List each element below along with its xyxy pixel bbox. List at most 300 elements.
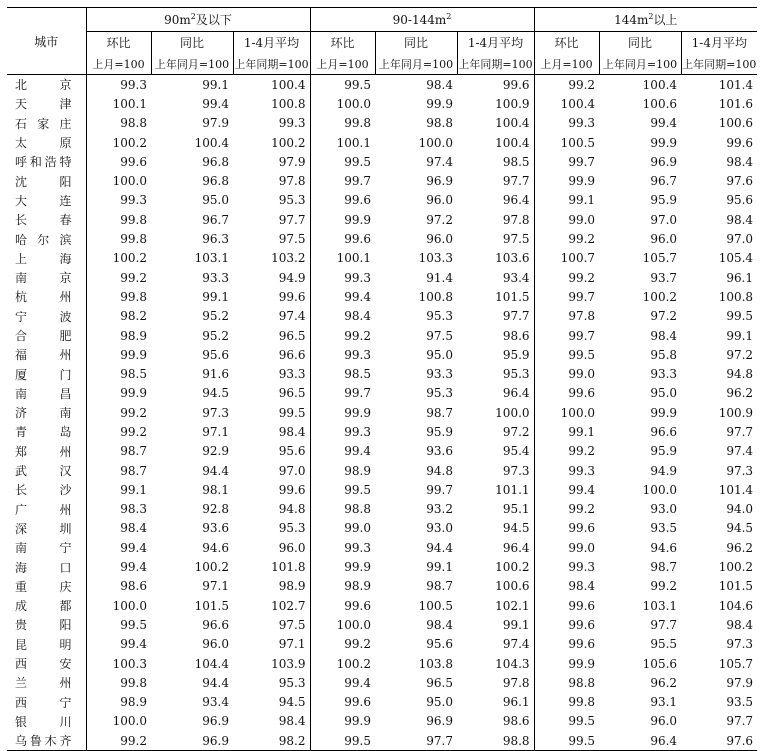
value-cell: 98.4 xyxy=(120,521,147,536)
value-cell: 99.3 xyxy=(233,114,310,133)
table-row xyxy=(7,152,757,171)
value-cell: 96.2 xyxy=(650,675,678,690)
value-cell: 99.2 xyxy=(568,444,596,459)
value-cell: 93.0 xyxy=(650,502,678,517)
value-cell: 95.9 xyxy=(457,345,534,364)
value-cell: 95.5 xyxy=(650,637,678,652)
value-cell: 96.1 xyxy=(726,270,754,285)
value-cell: 99.2 xyxy=(86,731,151,751)
value-cell: 93.3 xyxy=(202,270,229,285)
value-cell: 96.7 xyxy=(202,212,229,227)
value-cell: 97.7 xyxy=(726,424,754,439)
value-cell: 95.0 xyxy=(202,193,229,208)
value-cell: 99.2 xyxy=(650,579,678,594)
value-cell: 99.0 xyxy=(568,367,596,382)
value-cell: 97.7 xyxy=(457,307,534,326)
value-cell: 100.0 xyxy=(112,598,147,613)
value-cell: 94.4 xyxy=(202,675,229,690)
value-cell: 103.9 xyxy=(233,654,310,673)
value-cell: 97.3 xyxy=(726,463,754,478)
value-cell: 95.8 xyxy=(650,347,678,362)
value-cell: 94.5 xyxy=(233,693,310,712)
value-cell: 98.7 xyxy=(426,579,453,594)
value-cell: 96.3 xyxy=(202,232,229,247)
sub-header-avg: 1-4月平均 xyxy=(691,36,747,50)
value-cell: 99.2 xyxy=(120,270,147,285)
value-cell: 99.4 xyxy=(344,444,371,459)
value-cell: 99.0 xyxy=(344,521,371,536)
city-name: 银川 xyxy=(7,712,86,731)
value-cell: 94.6 xyxy=(202,540,229,555)
city-name: 贵阳 xyxy=(7,615,86,634)
value-cell: 94.6 xyxy=(650,540,678,555)
value-cell: 95.0 xyxy=(426,695,453,710)
value-cell: 99.3 xyxy=(120,193,147,208)
value-cell: 93.7 xyxy=(650,270,678,285)
value-cell: 94.0 xyxy=(726,502,754,517)
value-cell: 105.4 xyxy=(718,251,754,266)
value-cell: 101.8 xyxy=(233,557,310,576)
value-cell: 95.6 xyxy=(426,637,453,652)
value-cell: 100.0 xyxy=(336,617,371,632)
value-cell: 99.1 xyxy=(726,328,754,343)
value-cell: 99.3 xyxy=(120,77,147,92)
value-cell: 98.8 xyxy=(426,116,453,131)
table-row xyxy=(7,596,757,615)
value-cell: 96.0 xyxy=(202,637,229,652)
city-name: 合肥 xyxy=(7,326,86,345)
price-index-table xyxy=(7,7,757,751)
city-name: 昆明 xyxy=(7,635,86,654)
table-row xyxy=(7,114,757,133)
value-cell: 97.4 xyxy=(457,635,534,654)
table-row xyxy=(7,229,757,248)
city-name: 北京 xyxy=(7,75,86,95)
table-row xyxy=(7,210,757,229)
value-cell: 91.4 xyxy=(426,270,453,285)
value-cell: 99.3 xyxy=(344,270,371,285)
city-name: 哈尔滨 xyxy=(7,229,86,248)
value-cell: 100.2 xyxy=(642,289,678,304)
value-cell: 103.2 xyxy=(233,249,310,268)
value-cell: 95.9 xyxy=(650,444,678,459)
value-cell: 98.8 xyxy=(568,675,596,690)
value-cell: 99.8 xyxy=(568,695,596,710)
value-cell: 100.2 xyxy=(112,135,147,150)
value-cell: 97.7 xyxy=(457,171,534,190)
value-cell: 98.4 xyxy=(650,328,678,343)
value-cell: 97.4 xyxy=(426,154,453,169)
value-cell: 98.4 xyxy=(344,309,371,324)
value-cell: 93.0 xyxy=(426,521,453,536)
value-cell: 99.6 xyxy=(568,617,596,632)
sub-header-mom: 环比 xyxy=(86,32,151,54)
table-row xyxy=(7,577,757,596)
value-cell: 99.6 xyxy=(344,598,371,613)
value-cell: 96.1 xyxy=(457,693,534,712)
value-cell: 95.3 xyxy=(233,673,310,692)
table-row xyxy=(7,693,757,712)
value-cell: 100.9 xyxy=(718,405,754,420)
value-cell: 96.4 xyxy=(457,384,534,403)
value-cell: 97.5 xyxy=(457,229,534,248)
value-cell: 100.1 xyxy=(336,251,371,266)
sub-header-avg: 1-4月平均 xyxy=(457,32,534,54)
value-cell: 98.7 xyxy=(650,560,678,575)
table-row xyxy=(7,326,757,345)
value-cell: 100.1 xyxy=(336,135,371,150)
value-cell: 100.4 xyxy=(233,75,310,95)
value-cell: 93.4 xyxy=(457,268,534,287)
table-row xyxy=(7,287,757,306)
value-cell: 97.3 xyxy=(457,461,534,480)
value-cell: 99.2 xyxy=(568,77,596,92)
group-header-medium: $90-144m^2$ xyxy=(310,8,534,32)
value-cell: 99.5 xyxy=(344,154,371,169)
value-cell: 102.7 xyxy=(233,596,310,615)
city-name: 西宁 xyxy=(7,693,86,712)
value-cell: 98.4 xyxy=(233,712,310,731)
value-cell: 100.5 xyxy=(560,135,596,150)
value-cell: 100.4 xyxy=(457,114,534,133)
value-cell: 99.2 xyxy=(344,328,371,343)
value-cell: 100.6 xyxy=(718,116,754,131)
value-cell: 95.0 xyxy=(650,386,678,401)
city-name: 天津 xyxy=(7,94,86,113)
table-row xyxy=(7,384,757,403)
value-cell: 94.8 xyxy=(233,500,310,519)
value-cell: 100.1 xyxy=(112,96,147,111)
value-cell: 95.3 xyxy=(233,191,310,210)
table-row xyxy=(7,442,757,461)
value-cell: 99.6 xyxy=(726,135,754,150)
value-cell: 97.6 xyxy=(681,731,757,751)
value-cell: 99.6 xyxy=(233,480,310,499)
value-cell: 105.6 xyxy=(642,656,678,671)
value-cell: 100.9 xyxy=(457,94,534,113)
value-cell: 99.1 xyxy=(568,424,596,439)
value-cell: 91.6 xyxy=(202,367,229,382)
value-cell: 99.5 xyxy=(534,731,599,751)
city-name: 西安 xyxy=(7,654,86,673)
city-name: 福州 xyxy=(7,345,86,364)
value-cell: 99.8 xyxy=(344,116,371,131)
value-cell: 98.4 xyxy=(233,422,310,441)
value-cell: 100.4 xyxy=(457,133,534,152)
value-cell: 100.2 xyxy=(194,560,229,575)
value-cell: 99.2 xyxy=(120,405,147,420)
value-cell: 94.5 xyxy=(726,521,754,536)
table-row xyxy=(7,654,757,673)
value-cell: 97.8 xyxy=(457,210,534,229)
value-cell: 105.7 xyxy=(718,656,754,671)
value-cell: 98.9 xyxy=(120,695,147,710)
value-cell: 98.8 xyxy=(344,502,371,517)
value-cell: 97.7 xyxy=(233,210,310,229)
value-cell: 93.3 xyxy=(426,367,453,382)
base-label-yoy: 上年同月=100 xyxy=(375,53,457,75)
value-cell: 97.9 xyxy=(202,116,229,131)
value-cell: 98.5 xyxy=(344,367,371,382)
value-cell: 96.2 xyxy=(726,386,754,401)
table-row xyxy=(7,422,757,441)
value-cell: 100.8 xyxy=(718,289,754,304)
table-body xyxy=(7,75,757,751)
table-row xyxy=(7,500,757,519)
value-cell: 93.4 xyxy=(202,695,229,710)
value-cell: 97.1 xyxy=(202,424,229,439)
value-cell: 99.7 xyxy=(344,386,371,401)
value-cell: 97.5 xyxy=(233,229,310,248)
base-label-mom: 上月=100 xyxy=(534,53,599,75)
value-cell: 94.9 xyxy=(650,463,678,478)
value-cell: 97.5 xyxy=(426,328,453,343)
value-cell: 96.5 xyxy=(426,675,453,690)
group-header-small: $90m^2$及以下 xyxy=(86,8,310,32)
value-cell: 95.9 xyxy=(650,193,678,208)
value-cell: 99.9 xyxy=(120,347,147,362)
value-cell: 99.6 xyxy=(457,75,534,95)
value-cell: 94.4 xyxy=(202,463,229,478)
value-cell: 97.8 xyxy=(457,673,534,692)
city-name: 重庆 xyxy=(7,577,86,596)
value-cell: 102.1 xyxy=(457,596,534,615)
value-cell: 95.6 xyxy=(726,193,754,208)
value-cell: 92.8 xyxy=(202,502,229,517)
value-cell: 100.4 xyxy=(642,77,678,92)
value-cell: 95.6 xyxy=(202,347,229,362)
value-cell: 101.5 xyxy=(457,287,534,306)
value-cell: 93.6 xyxy=(426,444,453,459)
value-cell: 96.2 xyxy=(726,540,754,555)
city-name: 南昌 xyxy=(7,384,86,403)
value-cell: 99.2 xyxy=(568,270,596,285)
city-name: 呼和浩特 xyxy=(7,152,86,171)
value-cell: 99.5 xyxy=(726,309,754,324)
value-cell: 98.9 xyxy=(344,463,371,478)
value-cell: 96.4 xyxy=(599,731,681,751)
value-cell: 96.5 xyxy=(233,384,310,403)
sub-header-mom: 环比 xyxy=(310,32,375,54)
value-cell: 104.3 xyxy=(457,654,534,673)
value-cell: 97.0 xyxy=(233,461,310,480)
value-cell: 97.4 xyxy=(726,444,754,459)
value-cell: 97.2 xyxy=(650,309,678,324)
price-index-table-container xyxy=(7,7,757,751)
value-cell: 97.2 xyxy=(457,422,534,441)
value-cell: 98.9 xyxy=(233,577,310,596)
city-name: 厦门 xyxy=(7,364,86,383)
value-cell: 96.0 xyxy=(650,232,678,247)
value-cell: 99.7 xyxy=(344,174,371,189)
value-cell: 99.0 xyxy=(568,540,596,555)
sub-header-yoy: 同比 xyxy=(375,32,457,54)
value-cell: 100.0 xyxy=(642,482,678,497)
value-cell: 98.9 xyxy=(344,579,371,594)
table-row xyxy=(7,307,757,326)
base-label-mom: 上月=100 xyxy=(86,53,151,75)
value-cell: 99.2 xyxy=(568,232,596,247)
value-cell: 100.2 xyxy=(336,656,371,671)
city-column-header: 城市 xyxy=(7,8,86,75)
value-cell: 99.6 xyxy=(344,193,371,208)
city-name: 兰州 xyxy=(7,673,86,692)
value-cell: 99.5 xyxy=(233,403,310,422)
city-name: 武汉 xyxy=(7,461,86,480)
value-cell: 99.6 xyxy=(233,287,310,306)
group-header-large: $144m^2$以上 xyxy=(534,8,757,32)
city-name: 南京 xyxy=(7,268,86,287)
value-cell: 98.4 xyxy=(568,579,596,594)
value-cell: 98.3 xyxy=(120,502,147,517)
value-cell: 98.4 xyxy=(726,154,754,169)
value-cell: 93.5 xyxy=(726,695,754,710)
value-cell: 99.3 xyxy=(568,463,596,478)
value-cell: 98.6 xyxy=(457,712,534,731)
value-cell: 96.8 xyxy=(202,174,229,189)
value-cell: 96.0 xyxy=(650,714,678,729)
value-cell: 97.7 xyxy=(726,714,754,729)
base-label-yoy: 上年同月=100 xyxy=(151,53,233,75)
table-row xyxy=(7,673,757,692)
base-label-avg: 上年同期=100 xyxy=(233,53,310,75)
value-cell: 96.5 xyxy=(233,326,310,345)
base-label-yoy: 上年同月=100 xyxy=(599,53,681,75)
value-cell: 99.4 xyxy=(120,637,147,652)
value-cell: 97.9 xyxy=(233,152,310,171)
value-cell: 99.4 xyxy=(202,96,229,111)
value-cell: 100.8 xyxy=(233,94,310,113)
value-cell: 99.5 xyxy=(344,482,371,497)
value-cell: 95.2 xyxy=(202,309,229,324)
value-cell: 93.6 xyxy=(202,521,229,536)
value-cell: 99.8 xyxy=(120,675,147,690)
city-name: 沈阳 xyxy=(7,171,86,190)
table-row xyxy=(7,557,757,576)
value-cell: 104.4 xyxy=(194,656,229,671)
value-cell: 103.6 xyxy=(457,249,534,268)
value-cell: 98.9 xyxy=(120,328,147,343)
value-cell: 99.1 xyxy=(202,289,229,304)
value-cell: 99.8 xyxy=(120,232,147,247)
value-cell: 98.4 xyxy=(726,212,754,227)
sub-header-yoy: 同比 xyxy=(599,32,681,54)
value-cell: 100.6 xyxy=(642,96,678,111)
value-cell: 95.9 xyxy=(426,424,453,439)
value-cell: 99.3 xyxy=(568,116,596,131)
value-cell: 99.0 xyxy=(568,212,596,227)
value-cell: 99.9 xyxy=(650,135,678,150)
value-cell: 99.1 xyxy=(426,560,453,575)
table-row xyxy=(7,171,757,190)
value-cell: 99.2 xyxy=(120,424,147,439)
city-name: 长沙 xyxy=(7,480,86,499)
value-cell: 103.8 xyxy=(418,656,453,671)
value-cell: 94.9 xyxy=(233,268,310,287)
value-cell: 99.1 xyxy=(568,193,596,208)
value-cell: 97.7 xyxy=(650,617,678,632)
value-cell: 99.4 xyxy=(120,540,147,555)
value-cell: 96.6 xyxy=(650,424,678,439)
value-cell: 97.2 xyxy=(426,212,453,227)
value-cell: 93.3 xyxy=(233,364,310,383)
value-cell: 97.8 xyxy=(233,171,310,190)
value-cell: 98.2 xyxy=(233,731,310,751)
value-cell: 96.4 xyxy=(457,538,534,557)
value-cell: 99.3 xyxy=(344,424,371,439)
value-cell: 99.9 xyxy=(120,386,147,401)
value-cell: 96.9 xyxy=(426,174,453,189)
city-name: 长春 xyxy=(7,210,86,229)
city-name: 青岛 xyxy=(7,422,86,441)
value-cell: 99.2 xyxy=(568,502,596,517)
table-row xyxy=(7,635,757,654)
value-cell: 99.7 xyxy=(426,482,453,497)
value-cell: 97.7 xyxy=(375,731,457,751)
value-cell: 99.9 xyxy=(344,405,371,420)
table-row xyxy=(7,538,757,557)
value-cell: 99.4 xyxy=(344,675,371,690)
value-cell: 99.7 xyxy=(568,154,596,169)
value-cell: 97.9 xyxy=(726,675,754,690)
value-cell: 97.3 xyxy=(726,637,754,652)
value-cell: 96.9 xyxy=(202,714,229,729)
value-cell: 99.2 xyxy=(344,637,371,652)
value-cell: 99.1 xyxy=(202,77,229,92)
value-cell: 99.3 xyxy=(344,540,371,555)
value-cell: 99.3 xyxy=(344,347,371,362)
value-cell: 100.2 xyxy=(718,560,754,575)
value-cell: 97.4 xyxy=(233,307,310,326)
table-row xyxy=(7,249,757,268)
value-cell: 99.3 xyxy=(568,560,596,575)
value-cell: 96.0 xyxy=(233,538,310,557)
value-cell: 103.1 xyxy=(642,598,678,613)
value-cell: 99.5 xyxy=(120,617,147,632)
value-cell: 95.6 xyxy=(233,442,310,461)
value-cell: 98.5 xyxy=(457,152,534,171)
value-cell: 99.4 xyxy=(120,560,147,575)
value-cell: 99.6 xyxy=(568,386,596,401)
value-cell: 96.8 xyxy=(202,154,229,169)
value-cell: 94.8 xyxy=(426,463,453,478)
value-cell: 100.6 xyxy=(457,577,534,596)
value-cell: 99.9 xyxy=(344,714,371,729)
table-row xyxy=(7,519,757,538)
value-cell: 99.4 xyxy=(344,289,371,304)
value-cell: 98.7 xyxy=(120,444,147,459)
value-cell: 101.5 xyxy=(194,598,229,613)
value-cell: 96.9 xyxy=(650,154,678,169)
value-cell: 100.2 xyxy=(233,133,310,152)
value-cell: 97.5 xyxy=(233,615,310,634)
value-cell: 99.6 xyxy=(568,598,596,613)
value-cell: 99.9 xyxy=(426,96,453,111)
city-name: 南宁 xyxy=(7,538,86,557)
value-cell: 95.3 xyxy=(426,309,453,324)
value-cell: 100.3 xyxy=(112,656,147,671)
city-name: 海口 xyxy=(7,557,86,576)
value-cell: 96.9 xyxy=(151,731,233,751)
value-cell: 100.4 xyxy=(194,135,229,150)
city-name: 成都 xyxy=(7,596,86,615)
base-label-avg: 上年同期=100 xyxy=(681,53,757,75)
base-label-mom: 上月=100 xyxy=(310,53,375,75)
value-cell: 99.4 xyxy=(650,116,678,131)
value-cell: 99.6 xyxy=(568,521,596,536)
value-cell: 103.3 xyxy=(418,251,453,266)
value-cell: 97.0 xyxy=(650,212,678,227)
